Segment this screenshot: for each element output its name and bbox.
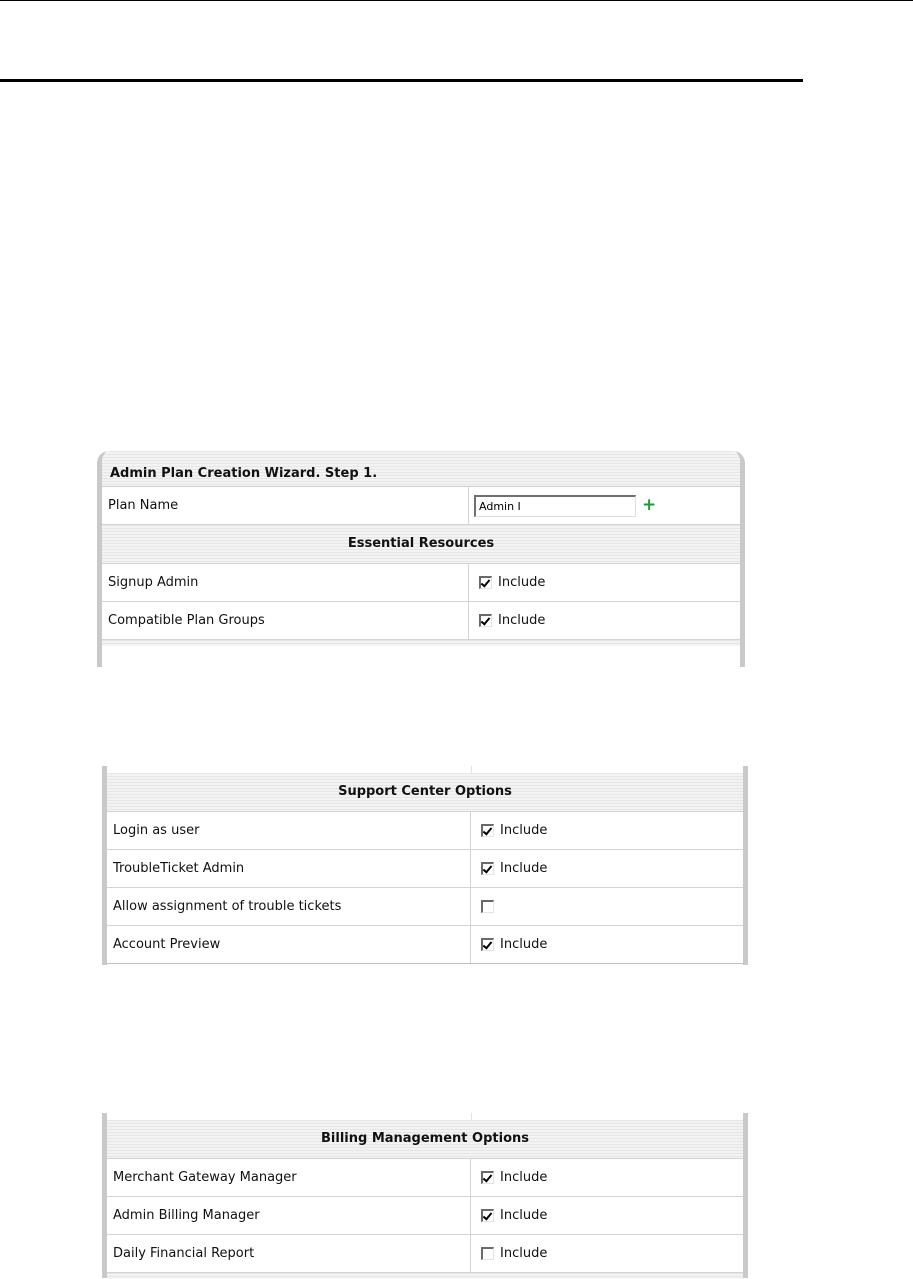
option-label: Daily Financial Report xyxy=(107,1235,471,1272)
option-label: Allow assignment of trouble tickets xyxy=(107,888,471,925)
support-center-panel xyxy=(102,766,748,965)
wizard-title: Admin Plan Creation Wizard. Step 1. xyxy=(102,451,740,487)
include-checkbox[interactable] xyxy=(481,1209,494,1222)
option-value xyxy=(471,850,743,887)
include-label: Include xyxy=(498,613,546,628)
include-label: Include xyxy=(500,861,548,876)
panel-continuation xyxy=(102,640,740,646)
panel-continuation xyxy=(107,1113,743,1120)
option-row xyxy=(107,926,743,964)
plus-icon[interactable]: + xyxy=(642,495,657,515)
include-checkbox[interactable] xyxy=(479,576,492,589)
option-value xyxy=(471,926,743,963)
assignment-checkbox[interactable] xyxy=(481,900,494,913)
option-label: Admin Billing Manager xyxy=(107,1197,471,1234)
billing-management-panel xyxy=(102,1113,748,1278)
plan-name-label: Plan Name xyxy=(102,487,469,524)
option-value xyxy=(469,602,740,639)
top-rule xyxy=(0,0,913,1)
option-label: Compatible Plan Groups xyxy=(102,602,469,639)
option-row xyxy=(107,1197,743,1235)
include-checkbox[interactable] xyxy=(481,938,494,951)
option-row xyxy=(107,850,743,888)
option-row xyxy=(107,1235,743,1273)
include-label: Include xyxy=(500,1170,548,1185)
option-label: Merchant Gateway Manager xyxy=(107,1159,471,1196)
include-checkbox[interactable] xyxy=(481,1171,494,1184)
option-row xyxy=(107,1159,743,1197)
plan-name-input[interactable] xyxy=(474,495,636,517)
include-checkbox[interactable] xyxy=(481,862,494,875)
header-rule xyxy=(0,79,803,82)
include-label: Include xyxy=(500,937,548,952)
option-row xyxy=(102,564,740,602)
wizard-panel xyxy=(97,451,745,667)
option-label: Signup Admin xyxy=(102,564,469,601)
include-label: Include xyxy=(500,823,548,838)
option-value xyxy=(471,812,743,849)
include-label: Include xyxy=(498,575,546,590)
include-checkbox[interactable] xyxy=(479,614,492,627)
option-value xyxy=(471,888,743,925)
option-label: TroubleTicket Admin xyxy=(107,850,471,887)
include-checkbox[interactable] xyxy=(481,1247,494,1260)
section-header-billing: Billing Management Options xyxy=(107,1120,743,1159)
option-row xyxy=(107,888,743,926)
include-label: Include xyxy=(500,1208,548,1223)
option-row xyxy=(107,812,743,850)
option-value xyxy=(471,1235,743,1272)
section-header-essential: Essential Resources xyxy=(102,525,740,564)
section-header-support: Support Center Options xyxy=(107,773,743,812)
option-value xyxy=(471,1159,743,1196)
option-label: Login as user xyxy=(107,812,471,849)
panel-continuation xyxy=(107,1273,743,1279)
option-label: Account Preview xyxy=(107,926,471,963)
plan-name-value-cell xyxy=(469,487,740,524)
panel-continuation xyxy=(107,766,743,773)
option-value xyxy=(469,564,740,601)
option-row xyxy=(102,602,740,640)
include-label: Include xyxy=(500,1246,548,1261)
option-value xyxy=(471,1197,743,1234)
include-checkbox[interactable] xyxy=(481,824,494,837)
plan-name-row xyxy=(102,487,740,525)
